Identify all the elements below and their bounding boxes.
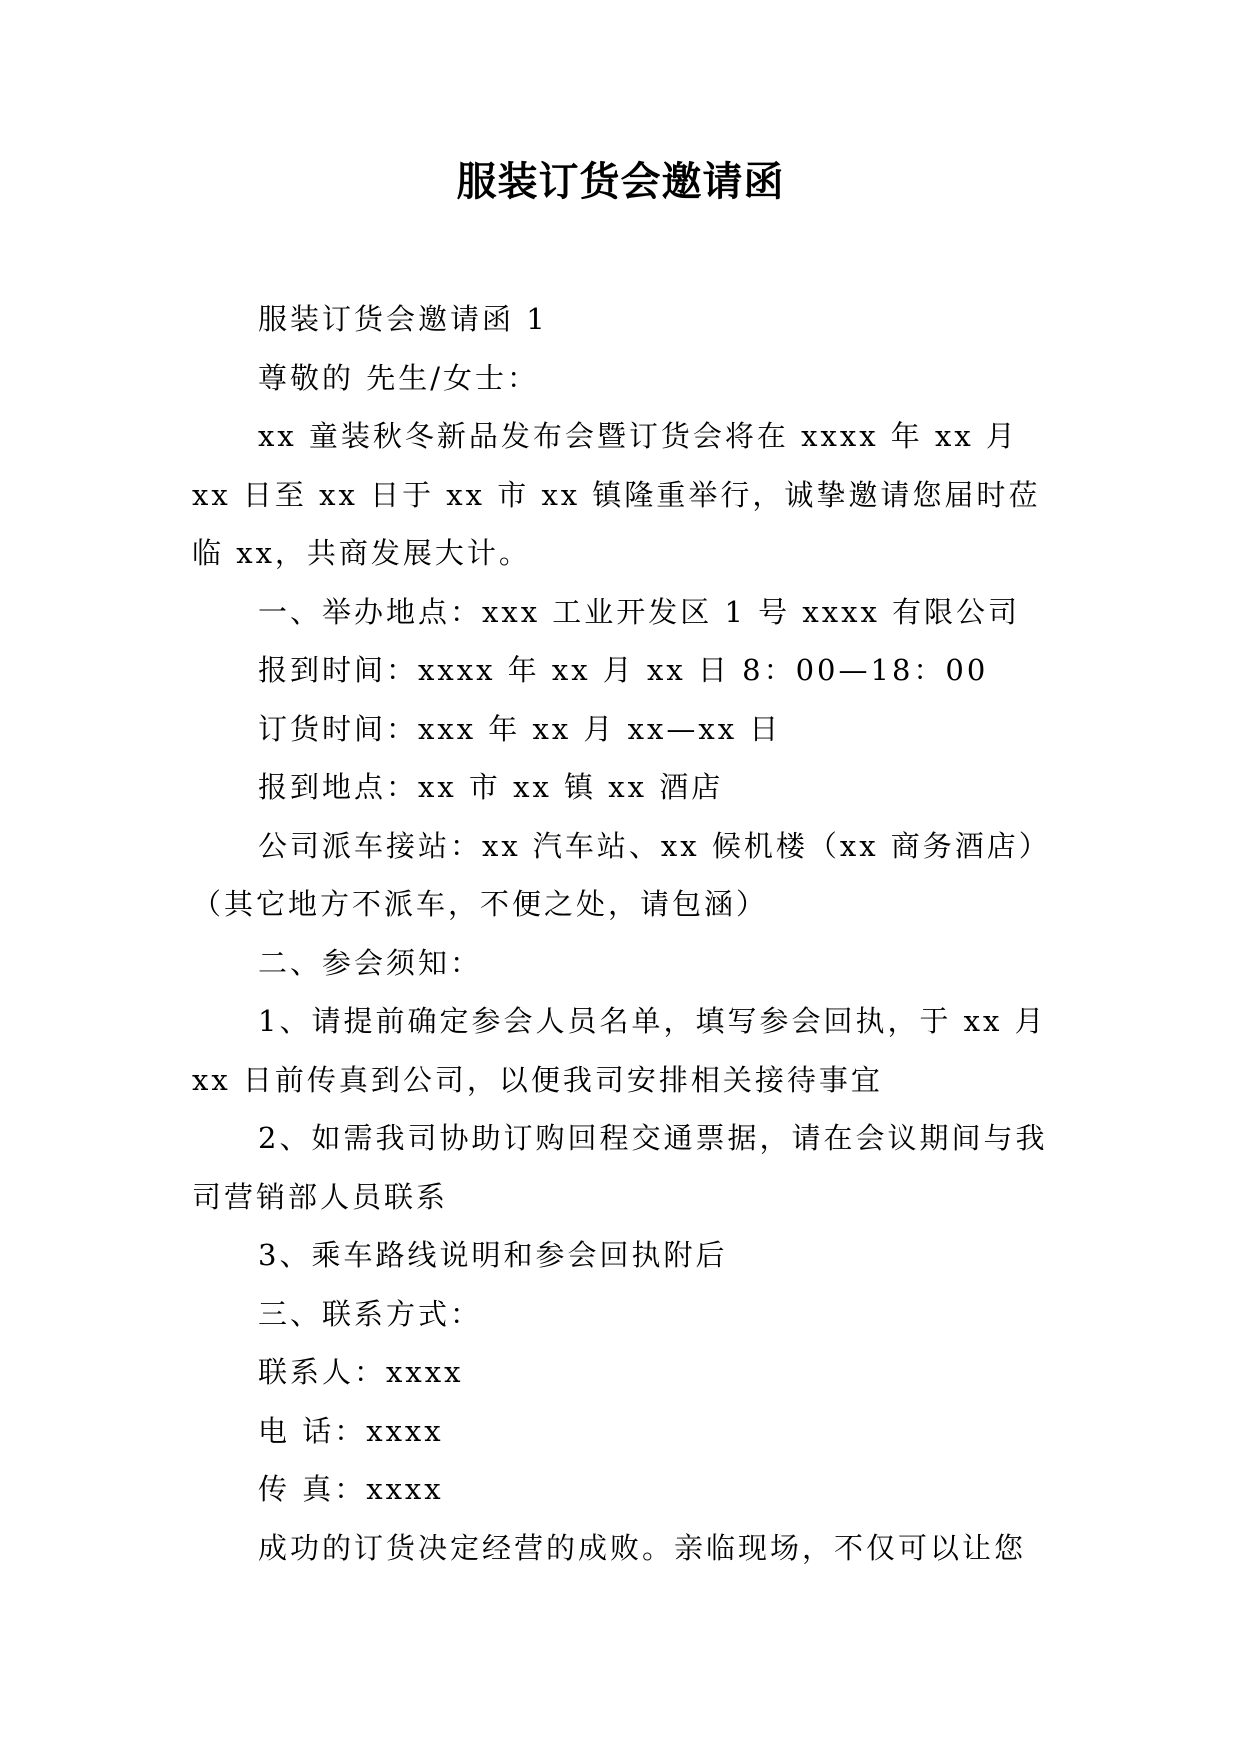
subtitle-paragraph: 服装订货会邀请函 1 <box>258 302 548 336</box>
notice-item-3: 3、乘车路线说明和参会回执附后 <box>258 1238 728 1272</box>
notice-item-1: 1、请提前确定参会人员名单，填写参会回执，于 xx 月 xx 日前传真到公司，以便我司安排相关接待事宜 <box>192 1004 1047 1097</box>
contact-fax: 传 真：xxxx <box>258 1472 444 1506</box>
checkin-time-paragraph: 报到时间：xxxx 年 xx 月 xx 日 8：00—18：00 <box>258 653 989 687</box>
contact-heading: 三、联系方式： <box>258 1296 483 1331</box>
salutation-paragraph: 尊敬的 先生/女士： <box>258 360 539 395</box>
page-title: 服装订货会邀请函 <box>456 158 785 205</box>
checkin-location-paragraph: 报到地点：xx 市 xx 镇 xx 酒店 <box>258 770 724 804</box>
shuttle-paragraph: 公司派车接站：xx 汽车站、xx 候机楼（xx 商务酒店）（其它地方不派车，不便之处，请包涵） <box>192 828 1051 921</box>
venue-paragraph: 一、举办地点：xxx 工业开发区 1 号 xxxx 有限公司 <box>258 594 1021 629</box>
contact-phone: 电 话：xxxx <box>258 1413 444 1448</box>
order-time-paragraph: 订货时间：xxx 年 xx 月 xx—xx 日 <box>258 711 782 746</box>
document-body <box>192 290 1052 1577</box>
notice-heading: 二、参会须知： <box>258 945 483 980</box>
contact-person: 联系人：xxxx <box>258 1355 464 1389</box>
intro-paragraph: xx 童装秋冬新品发布会暨订货会将在 xxxx 年 xx 月 xx 日至 xx 日于 xx 市 xx 镇隆重举行，诚挚邀请您届时莅临 xx，共商发展大计。 <box>192 419 1041 570</box>
closing-paragraph: 成功的订货决定经营的成败。亲临现场，不仅可以让您 <box>258 1530 1027 1565</box>
notice-item-2: 2、如需我司协助订购回程交通票据，请在会议期间与我司营销部人员联系 <box>192 1121 1048 1214</box>
